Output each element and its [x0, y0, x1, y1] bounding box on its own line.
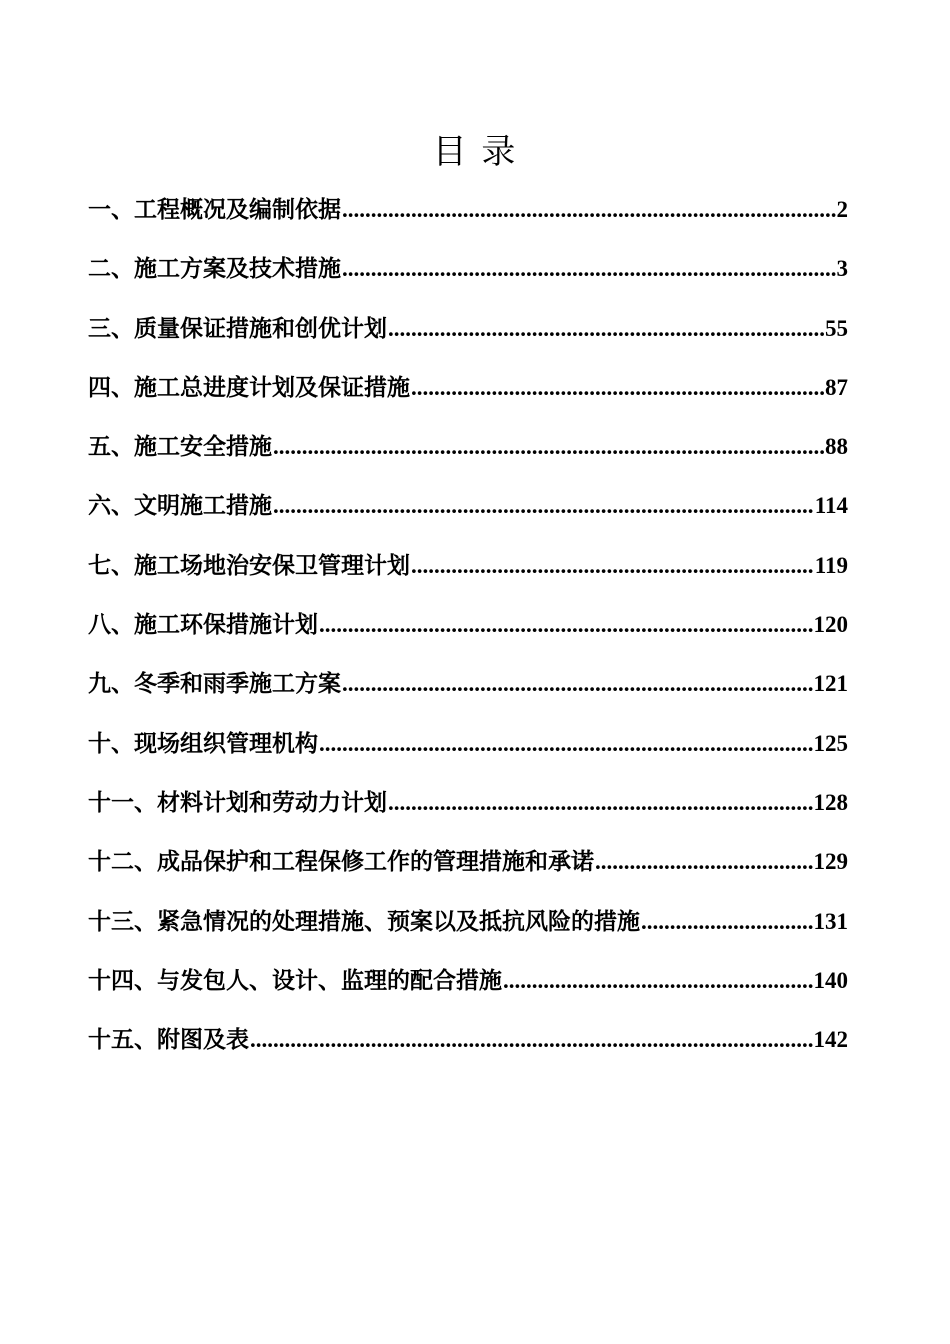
- toc-entry-label: 七、施工场地治安保卫管理计划: [88, 551, 410, 579]
- toc-dot-leader: [250, 1020, 813, 1060]
- toc-entry-label: 四、施工总进度计划及保证措施: [88, 373, 410, 401]
- toc-entry-page: 142: [813, 1027, 848, 1053]
- toc-entry[interactable]: [88, 190, 848, 249]
- toc-entry-label: 九、冬季和雨季施工方案: [88, 670, 341, 698]
- toc-dot-leader: [273, 486, 814, 526]
- toc-entry[interactable]: [88, 309, 848, 368]
- toc-dot-leader: [319, 724, 813, 764]
- toc-entry-label: 十五、附图及表: [88, 1026, 249, 1054]
- toc-entry[interactable]: [88, 902, 848, 961]
- toc-entry-page: 87: [825, 374, 848, 400]
- toc-entry-page: 119: [814, 552, 848, 578]
- toc-dot-leader: [595, 842, 813, 882]
- toc-entry[interactable]: [88, 1020, 848, 1079]
- toc-entry-page: 120: [813, 612, 848, 638]
- toc-entry-page: 128: [813, 789, 848, 815]
- toc-entry[interactable]: [88, 546, 848, 605]
- toc-entry[interactable]: [88, 842, 848, 901]
- toc-entry-label: 二、施工方案及技术措施: [88, 255, 341, 283]
- toc-entry-page: 129: [813, 849, 848, 875]
- toc-dot-leader: [342, 249, 836, 289]
- toc-entry[interactable]: [88, 605, 848, 664]
- toc-entry-label: 十四、与发包人、设计、监理的配合措施: [88, 966, 502, 994]
- toc-entry[interactable]: [88, 427, 848, 486]
- toc-dot-leader: [411, 368, 824, 408]
- toc-entry-label: 六、文明施工措施: [88, 492, 272, 520]
- toc-entry[interactable]: [88, 961, 848, 1020]
- toc-dot-leader: [411, 546, 814, 586]
- toc-dot-leader: [641, 902, 813, 942]
- toc-entry-page: 114: [814, 493, 848, 519]
- toc-entry-label: 一、工程概况及编制依据: [88, 196, 341, 223]
- toc-entry[interactable]: [88, 783, 848, 842]
- toc-entry-label: 十一、材料计划和劳动力计划: [88, 788, 387, 816]
- table-of-contents: [88, 190, 848, 1079]
- toc-dot-leader: [503, 961, 813, 1001]
- toc-entry[interactable]: [88, 368, 848, 427]
- toc-entry-page: 140: [813, 967, 848, 993]
- toc-dot-leader: [319, 605, 813, 645]
- toc-entry[interactable]: [88, 664, 848, 723]
- toc-entry[interactable]: [88, 486, 848, 545]
- toc-entry-page: 125: [813, 730, 848, 756]
- toc-dot-leader: [342, 664, 813, 704]
- toc-dot-leader: [273, 427, 824, 467]
- toc-entry-page: 2: [836, 197, 848, 222]
- toc-entry-label: 十二、成品保护和工程保修工作的管理措施和承诺: [88, 848, 594, 876]
- toc-dot-leader: [342, 190, 836, 230]
- toc-entry-label: 十、现场组织管理机构: [88, 729, 318, 757]
- toc-dot-leader: [388, 309, 824, 349]
- toc-entry-page: 3: [836, 256, 848, 282]
- toc-entry-label: 八、施工环保措施计划: [88, 611, 318, 639]
- toc-entry[interactable]: [88, 249, 848, 308]
- toc-entry-page: 88: [825, 434, 848, 460]
- toc-entry-label: 三、质量保证措施和创优计划: [88, 314, 387, 342]
- toc-entry-page: 121: [813, 671, 848, 697]
- toc-entry-label: 五、施工安全措施: [88, 433, 272, 461]
- toc-entry-label: 十三、紧急情况的处理措施、预案以及抵抗风险的措施: [88, 907, 640, 935]
- toc-entry[interactable]: [88, 724, 848, 783]
- page-title: 目 录: [432, 132, 518, 172]
- toc-entry-page: 131: [813, 908, 848, 934]
- toc-dot-leader: [388, 783, 813, 823]
- toc-entry-page: 55: [825, 315, 848, 341]
